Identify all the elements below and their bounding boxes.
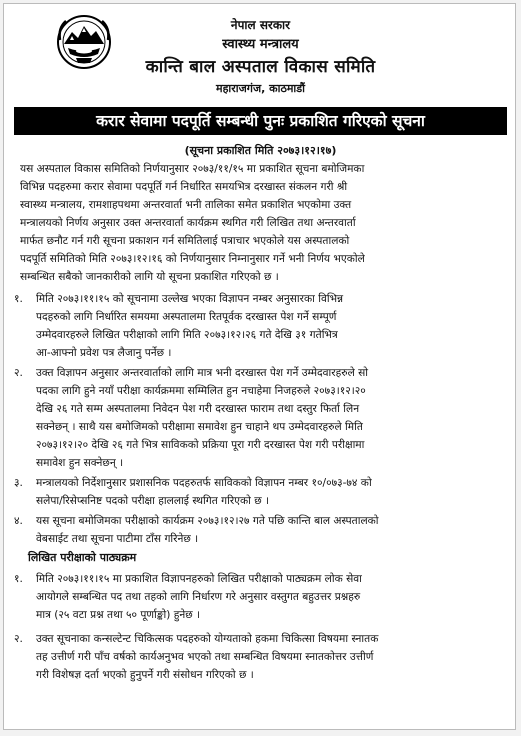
text-line: गरी विशेषज्ञ दर्ता भएको हुनुपर्ने गरी संसोधन गरिएको छ । xyxy=(36,669,254,681)
item-number: ४. xyxy=(14,515,23,527)
text-line: मार्फत छनौट गर्न गरी सूचना प्रकाशन गर्न समितिलाई पत्राचार भएकोले यस अस्पतालको xyxy=(20,235,350,247)
text-line: देखि २६ गते सम्म अस्पतालमा निवेदन पेश गरी दरखास्त फाराम तथा दस्तुर फिर्ता लिन xyxy=(36,403,360,415)
text-line: स्वास्थ्य मन्त्रालय, रामशाहपथमा अन्तरवार्ता भनी तालिका समेत प्रकाशित भएकोमा उक्त xyxy=(20,199,352,211)
text-line: सम्बन्धित सबैको जानकारीको लागि यो सूचना प्रकाशित गरिएको छ । xyxy=(20,271,279,283)
text-line: २०७३।१२।२० देखि २६ गते भित्र साविकको प्रक्रिया पूरा गरी दरखास्त पेश गरी परीक्षामा xyxy=(36,439,365,451)
item-text xyxy=(36,290,343,362)
item-text xyxy=(36,570,362,624)
organization-name: कान्ति बाल अस्पताल विकास समिति xyxy=(145,57,376,77)
notice-item xyxy=(14,474,372,510)
notice-item xyxy=(14,290,344,362)
syllabus-heading: लिखित परीक्षाको पाठ्यक्रम xyxy=(28,551,137,564)
notice-title-banner: करार सेवामा पदपूर्ति सम्बन्धी पुनः प्रकाशित गरिएको सूचना xyxy=(14,107,507,135)
text-line: मन्त्रालयको निर्देशानुसार प्रशासनिक पदहरुतर्फ साविकको विज्ञापन नम्बर १०/०७३-७४ को xyxy=(36,477,372,489)
syllabus-item xyxy=(14,630,379,684)
text-line: उक्त विज्ञापन अनुसार अन्तरवार्ताको लागि मात्र भनी दरखास्त पेश गर्ने उम्मेदवारहरुले सो xyxy=(36,367,369,379)
text-line: विभिन्न पदहरुमा करार सेवामा पदपूर्ति गर्न निर्धारित समयभित्र दरखास्त संकलन गरी श्री xyxy=(20,181,348,193)
text-line: उम्मेदवारहरुले लिखित परीक्षाको लागि मिति २०७३।१२।२६ गते देखि ३१ गतेभित्र xyxy=(36,329,338,341)
text-line: आयोगले सम्बन्धित पद तथा तहको लागि निर्धारण गरे अनुसार वस्तुगत बहुउत्तर प्रश्नहरु xyxy=(36,591,361,603)
text-line: पदहरुको लागि निर्धारित समयमा अस्पतालमा रितपूर्वक दरखास्त पेश गर्ने सम्पूर्ण xyxy=(36,311,337,323)
text-line: पदका लागि हुने नयाँ परीक्षा कार्यक्रममा सम्मिलित हुन नचाहेमा निजहरुले २०७३।१२।२० xyxy=(36,385,366,397)
item-text xyxy=(36,474,372,510)
text-line: आ-आफ्नो प्रवेश पत्र लैजानु पर्नेछ । xyxy=(36,347,172,359)
item-number: ३. xyxy=(14,477,23,489)
item-number: २. xyxy=(14,367,23,379)
text-line: मिति २०७३।११।१५ को सूचनामा उल्लेख भएका विज्ञापन नम्बर अनुसारका विभिन्न xyxy=(36,293,344,305)
text-line: पदपूर्ति समितिको मिति २०७३।१२।१६ को निर्णयानुसार निम्नानुसार गर्ने भनी निर्णय भएकोले xyxy=(20,253,365,265)
text-line: यस अस्पताल विकास समितिको निर्णयानुसार २०७३/११/१५ मा प्रकाशित सूचना बमोजिमका xyxy=(20,163,365,175)
item-number: १. xyxy=(14,573,23,585)
item-number: २. xyxy=(14,633,23,645)
item-text xyxy=(36,512,379,548)
government-name: नेपाल सरकार xyxy=(230,18,291,32)
item-text xyxy=(36,364,368,472)
text-line: मात्र (२५ वटा प्रश्न तथा ५० पूर्णाङ्को) हुनेछ । xyxy=(36,609,201,621)
text-line: वेबसाईट तथा सूचना पाटीमा टाँस गरिनेछ । xyxy=(36,533,199,545)
organization-address: महाराजगंज, काठमाडौं xyxy=(216,82,305,95)
text-line: मन्त्रालयको निर्णय अनुसार उक्त अन्तरवार्ता कार्यक्रम स्थगित गरी लिखित तथा अन्तरवार्ता xyxy=(20,217,356,229)
text-line: समावेश हुन सक्नेछन् । xyxy=(36,457,124,469)
text-line: उक्त सूचनाका कन्सल्टेन्ट चिकित्सक पदहरुको योग्यताको हकमा चिकित्सा विषयमा स्नातक xyxy=(36,633,379,645)
syllabus-item xyxy=(14,570,362,624)
item-number: १. xyxy=(14,293,23,305)
notice-item xyxy=(14,364,369,472)
item-text xyxy=(36,630,378,684)
text-line: यस सूचना बमोजिमका परीक्षाको कार्यक्रम २०७३।१२।२७ गते पछि कान्ति बाल अस्पतालको xyxy=(36,515,379,527)
ministry-name: स्वास्थ्य मन्त्रालय xyxy=(222,37,299,52)
text-line: मिति २०७३।११।१५ मा प्रकाशित विज्ञापनहरुको लिखित परीक्षाको पाठ्यक्रम लोक सेवा xyxy=(36,573,362,585)
text-line: सक्नेछन् । साथै यस बमोजिमको परीक्षामा समावेश हुन चाहाने थप उम्मेदवारहरुले मिति xyxy=(36,421,363,433)
text-line: सलेपा/रिसेप्सनिष्ट पदको परीक्षा हाललाई स्थगित गरिएको छ । xyxy=(36,495,270,507)
notice-item xyxy=(14,512,379,548)
intro-paragraph xyxy=(20,160,365,286)
text-line: तह उत्तीर्ण गरी पाँच वर्षको कार्यअनुभव भएको तथा सम्बन्धित विषयमा स्नातकोत्तर उत्तीर्ण xyxy=(36,651,374,663)
published-date: (सूचना प्रकाशित मिति २०७३।१२।१७) xyxy=(184,144,337,157)
notice-sheet xyxy=(3,3,516,730)
